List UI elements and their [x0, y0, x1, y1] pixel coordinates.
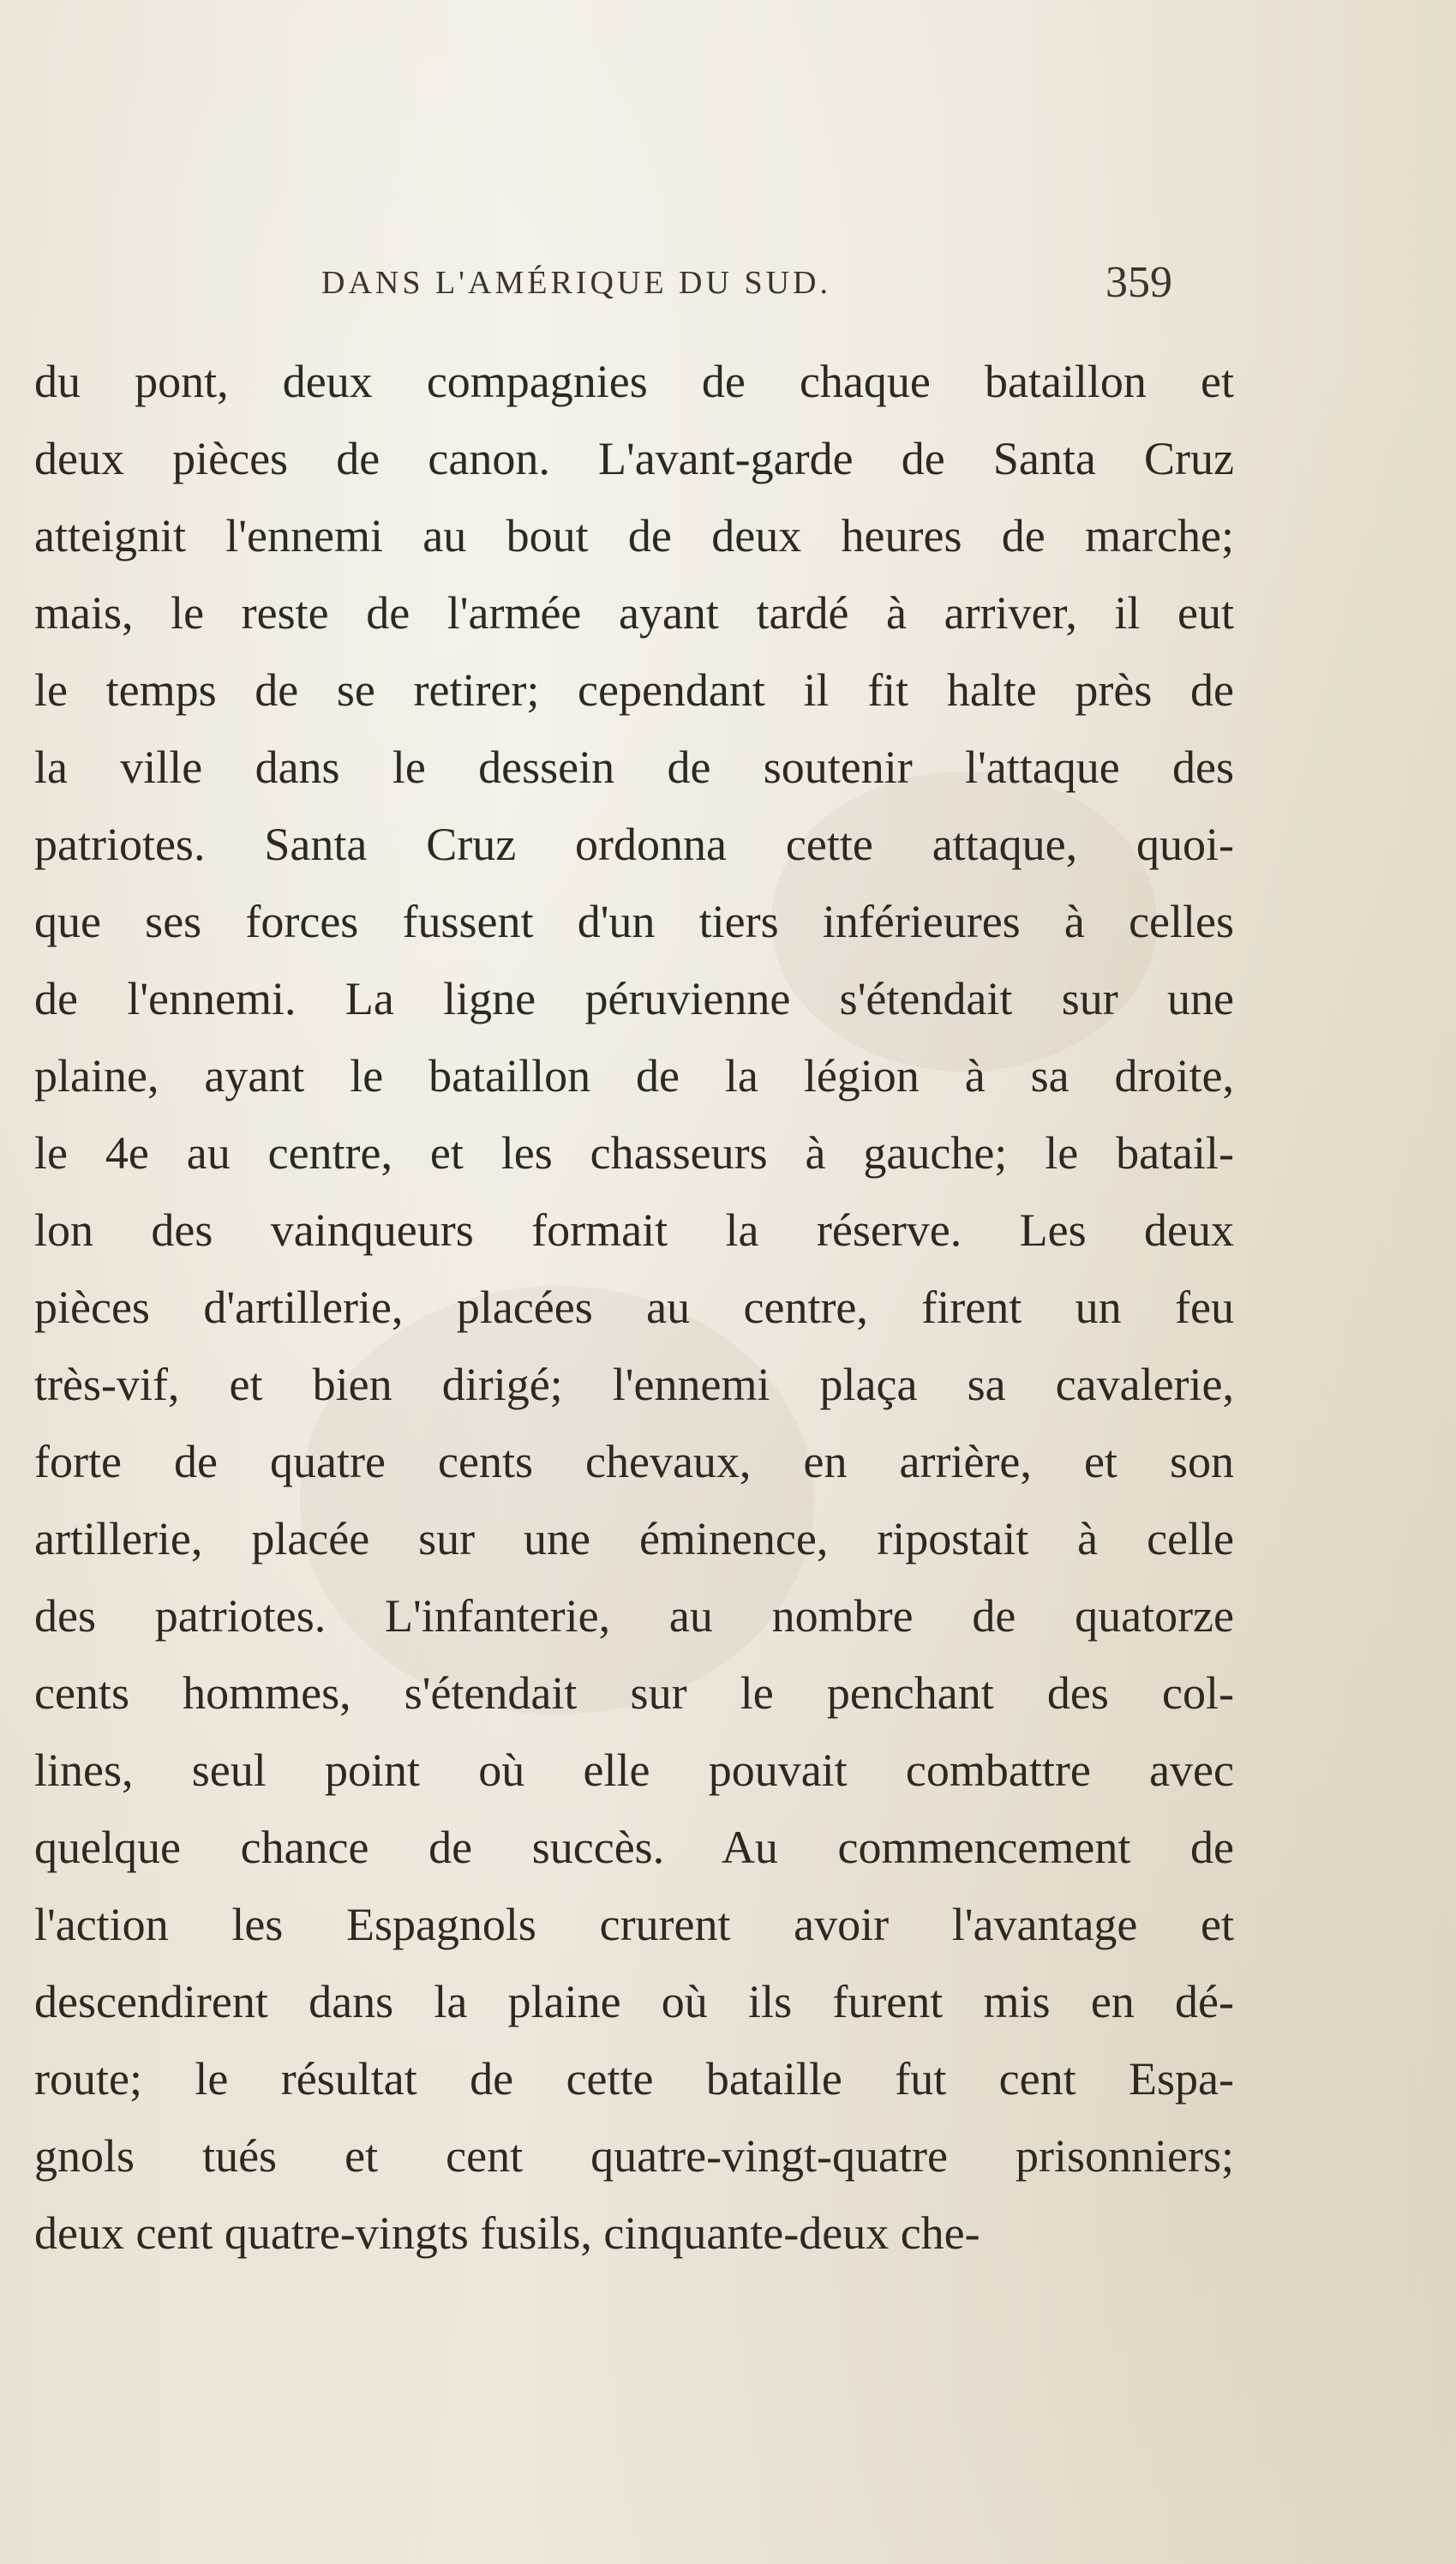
text-line: mais, le reste de l'armée ayant tardé à arriver, il eut [34, 587, 1234, 639]
text-line: atteignit l'ennemi au bout de deux heures de marche; [34, 510, 1234, 561]
text-line: la ville dans le dessein de soutenir l'attaque des [34, 742, 1234, 793]
page-number: 359 [1105, 258, 1172, 307]
body-text [34, 343, 1234, 2272]
text-line: très-vif, et bien dirigé; l'ennemi plaça sa cavalerie, [34, 1359, 1234, 1410]
text-line: quelque chance de succès. Au commencement de [34, 1822, 1234, 1873]
text-line: lon des vainqueurs formait la réserve. Les deux [34, 1204, 1234, 1256]
text-line: artillerie, placée sur une éminence, ripostait à celle [34, 1513, 1234, 1564]
page-header [0, 257, 1456, 317]
text-line: descendirent dans la plaine où ils furent mis en dé- [34, 1976, 1234, 2027]
text-line: le temps de se retirer; cependant il fit halte près de [34, 664, 1234, 716]
text-line: que ses forces fussent d'un tiers inférieures à celles [34, 896, 1234, 947]
text-line: patriotes. Santa Cruz ordonna cette attaque, quoi- [34, 819, 1234, 870]
text-line: l'action les Espagnols crurent avoir l'avantage et [34, 1899, 1234, 1950]
text-line: deux cent quatre-vingts fusils, cinquante-deux che- [34, 2207, 980, 2259]
text-line: cents hommes, s'étendait sur le penchant des col- [34, 1667, 1234, 1719]
running-head: DANS L'AMÉRIQUE DU SUD. [321, 265, 831, 301]
text-line: gnols tués et cent quatre-vingt-quatre prisonniers; [34, 2130, 1234, 2182]
text-line: forte de quatre cents chevaux, en arrière, et son [34, 1436, 1234, 1487]
text-line: de l'ennemi. La ligne péruvienne s'étendait sur une [34, 973, 1234, 1024]
text-line: lines, seul point où elle pouvait combattre avec [34, 1744, 1234, 1796]
text-line: pièces d'artillerie, placées au centre, firent un feu [34, 1282, 1234, 1333]
text-line: du pont, deux compagnies de chaque bataillon et [34, 356, 1234, 407]
text-line: route; le résultat de cette bataille fut cent Espa- [34, 2053, 1234, 2105]
text-line: le 4e au centre, et les chasseurs à gauche; le batail- [34, 1127, 1234, 1179]
text-line: des patriotes. L'infanterie, au nombre de quatorze [34, 1590, 1234, 1642]
text-line: plaine, ayant le bataillon de la légion à sa droite, [34, 1050, 1234, 1102]
text-line: deux pièces de canon. L'avant-garde de Santa Cruz [34, 433, 1234, 484]
